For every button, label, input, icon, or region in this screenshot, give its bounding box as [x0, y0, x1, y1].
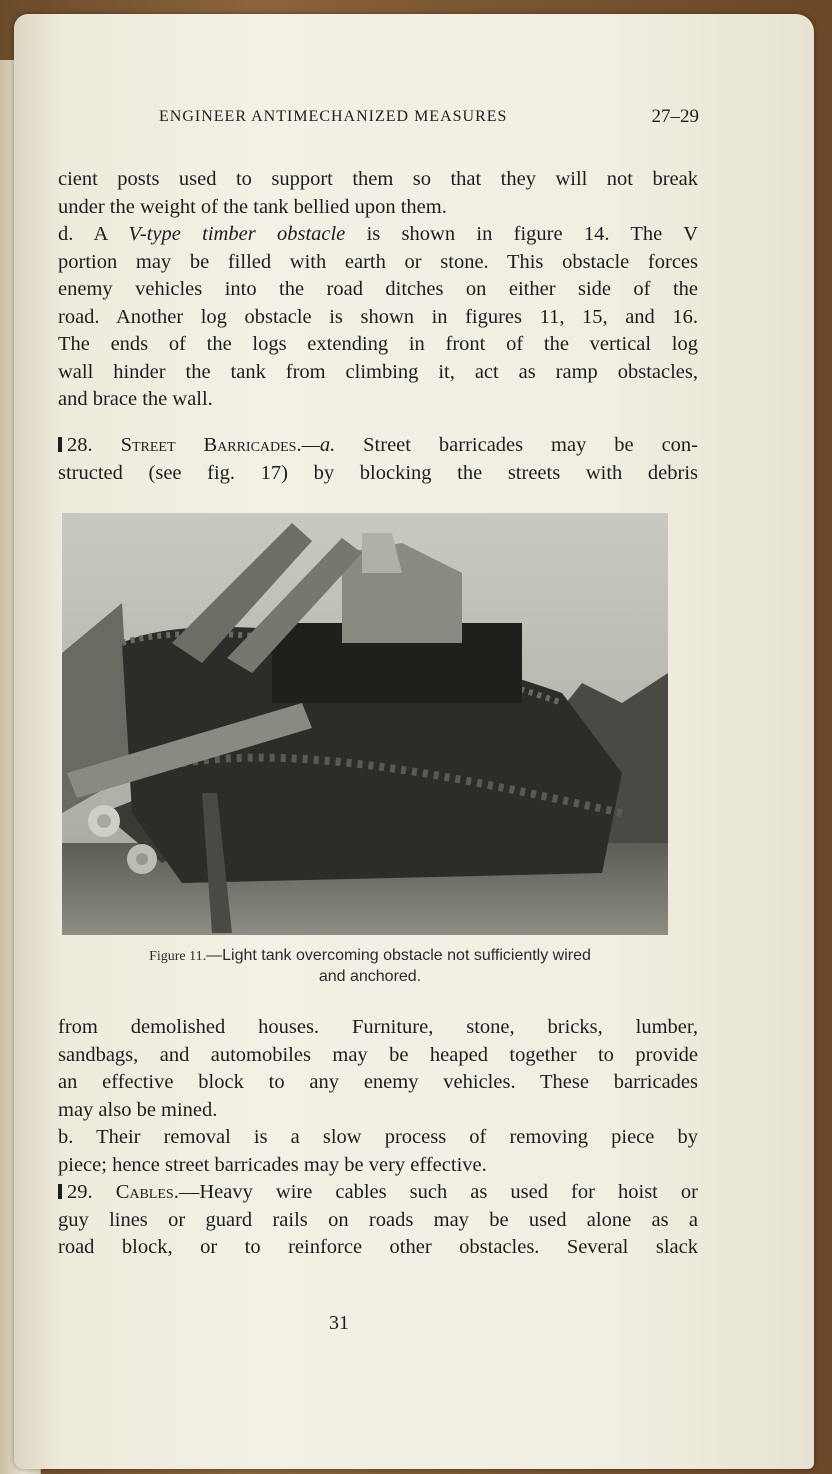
section-marker — [58, 1184, 62, 1199]
section-number: 29. — [67, 1181, 93, 1203]
section-heading: Cables. — [115, 1181, 179, 1203]
text-line: enemy vehicles into the road ditches on either side of the — [58, 278, 698, 300]
text-line: guy lines or guard rails on roads may be used alone as a — [58, 1208, 698, 1231]
paragraph-d-first-line: d. A V-type timber obstacle is shown in figure 14. The V — [58, 223, 698, 245]
section-28 — [58, 432, 698, 487]
text-line: The ends of the logs extending in front of the vertical log — [58, 333, 698, 355]
section-number: 28. — [67, 434, 93, 456]
figure-11-caption — [44, 946, 696, 987]
text-line: piece; hence street barricades may be very effective. — [58, 1153, 487, 1176]
caption-line: and anchored. — [318, 968, 422, 985]
text-line: from demolished houses. Furniture, stone, bricks, lumber, — [58, 1016, 698, 1038]
text-line: under the weight of the tank bellied upon them. — [58, 195, 447, 218]
text-line: wall hinder the tank from climbing it, act as ramp obstacles, — [58, 360, 698, 383]
page-number: 31 — [329, 1312, 349, 1334]
book-page — [14, 14, 814, 1469]
figure-label: Figure 11. — [149, 949, 207, 964]
text-line: cient posts used to support them so that they will not break — [58, 168, 698, 190]
text-line: portion may be filled with earth or stone. This obstacle forces — [58, 250, 698, 273]
text-line: may also be mined. — [58, 1098, 218, 1121]
text-line: an effective block to any enemy vehicles. These barricades — [58, 1071, 698, 1093]
text-line: road block, or to reinforce other obstacles. Several slack — [58, 1236, 698, 1258]
text-line: sandbags, and automobiles may be heaped together to provide — [58, 1043, 698, 1066]
header-paragraph-range: 27–29 — [651, 106, 699, 127]
section-marker — [58, 437, 62, 452]
text-line: b. Their removal is a slow process of removing piece by — [58, 1126, 698, 1148]
section-heading: Street Barricades. — [120, 434, 302, 456]
text-block-top — [58, 166, 698, 414]
section-28-heading-line: 28. Street Barricades.—a. Street barricades may be con- — [58, 432, 698, 460]
text-block-bottom — [58, 1014, 698, 1262]
text-line: and brace the wall. — [58, 388, 213, 410]
text-line: structed (see fig. 17) by blocking the streets with debris — [58, 461, 698, 484]
text-line: road. Another log obstacle is shown in figures 11, 15, and 16. — [58, 305, 698, 328]
caption-line: Figure 11.—Light tank overcoming obstacle not sufficiently wired — [149, 947, 591, 964]
figure-11-photo — [62, 513, 668, 935]
header-title: ENGINEER ANTIMECHANIZED MEASURES — [159, 108, 508, 125]
section-29-heading-line: 29. Cables.—Heavy wire cables such as used for hoist or — [58, 1179, 698, 1207]
running-header — [159, 108, 699, 132]
emphasis-v-type: V-type timber obstacle — [128, 223, 346, 245]
